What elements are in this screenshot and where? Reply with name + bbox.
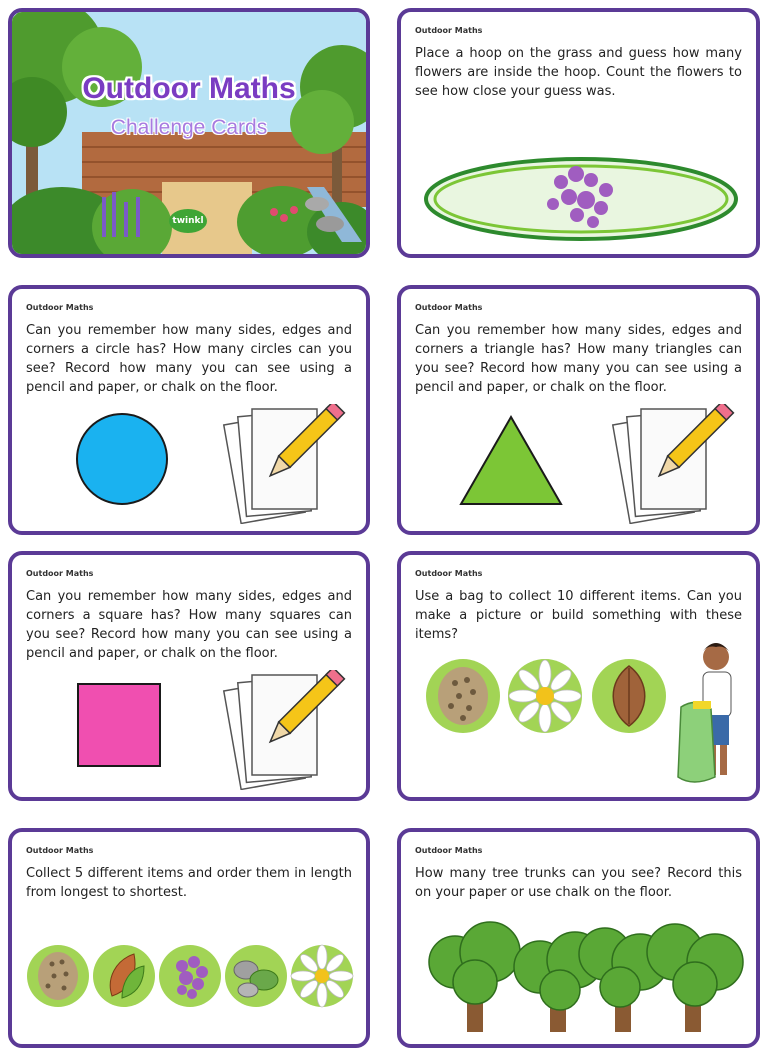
paper-pencil-icon [222,670,352,790]
card-label: Outdoor Maths [26,569,94,578]
card-label: Outdoor Maths [415,846,483,855]
card-text: Collect 5 different items and order them in length from longest to shortest. [26,866,352,900]
card-label: Outdoor Maths [415,26,483,35]
trees-icon [415,912,750,1032]
trunks-card [397,828,760,1048]
cover-card [8,8,370,258]
paper-pencil-icon [222,404,352,524]
twinkl-logo: twinkl [169,209,207,233]
card-label: Outdoor Maths [26,846,94,855]
boy-with-bag-icon [673,637,748,792]
daisy-icon [507,658,583,734]
leaf-icon [591,658,667,734]
card-text: Can you remember how many sides, edges and corners a circle has? How many circles can you see? Record how many you can see using a pencil and paper, or chalk on the floor. [26,323,352,395]
triangle-icon [456,409,566,509]
card-text: Can you remember how many sides, edges and corners a square has? How many squares can you see? Record how many you can see using a pencil and paper, or chalk on the floor. [26,589,352,661]
card-text: Use a bag to collect 10 different items. Can you make a picture or build something with these items? [415,589,742,642]
card-text: Place a hoop on the grass and guess how many flowers are inside the hoop. Count the flowers to see how close your guess was. [415,46,742,99]
card-label: Outdoor Maths [415,303,483,312]
seeds-icon [26,944,90,1008]
paper-pencil-icon [611,404,741,524]
hoop-card [397,8,760,258]
leaves-icon [92,944,156,1008]
bag-card [397,551,760,801]
triangle-card [397,285,760,535]
flowers-icon [158,944,222,1008]
card-label: Outdoor Maths [26,303,94,312]
circle-icon [72,409,172,509]
order-card [8,828,370,1048]
square-card [8,551,370,801]
daisy-icon [290,944,354,1008]
square-icon [74,680,164,770]
card-label: Outdoor Maths [415,569,483,578]
stones-icon [224,944,288,1008]
cover-title: Outdoor Maths [82,72,296,105]
cover-subtitle: Challenge Cards [110,116,268,139]
card-text: How many tree trunks can you see? Record this on your paper or use chalk on the floor. [415,866,742,900]
circle-card [8,285,370,535]
card-text: Can you remember how many sides, edges and corners a triangle has? How many triangles can you see? Record how many you can see using a pencil and paper, or chalk on the floor. [415,323,742,395]
seeds-icon [425,658,501,734]
hoop-icon [421,152,741,247]
